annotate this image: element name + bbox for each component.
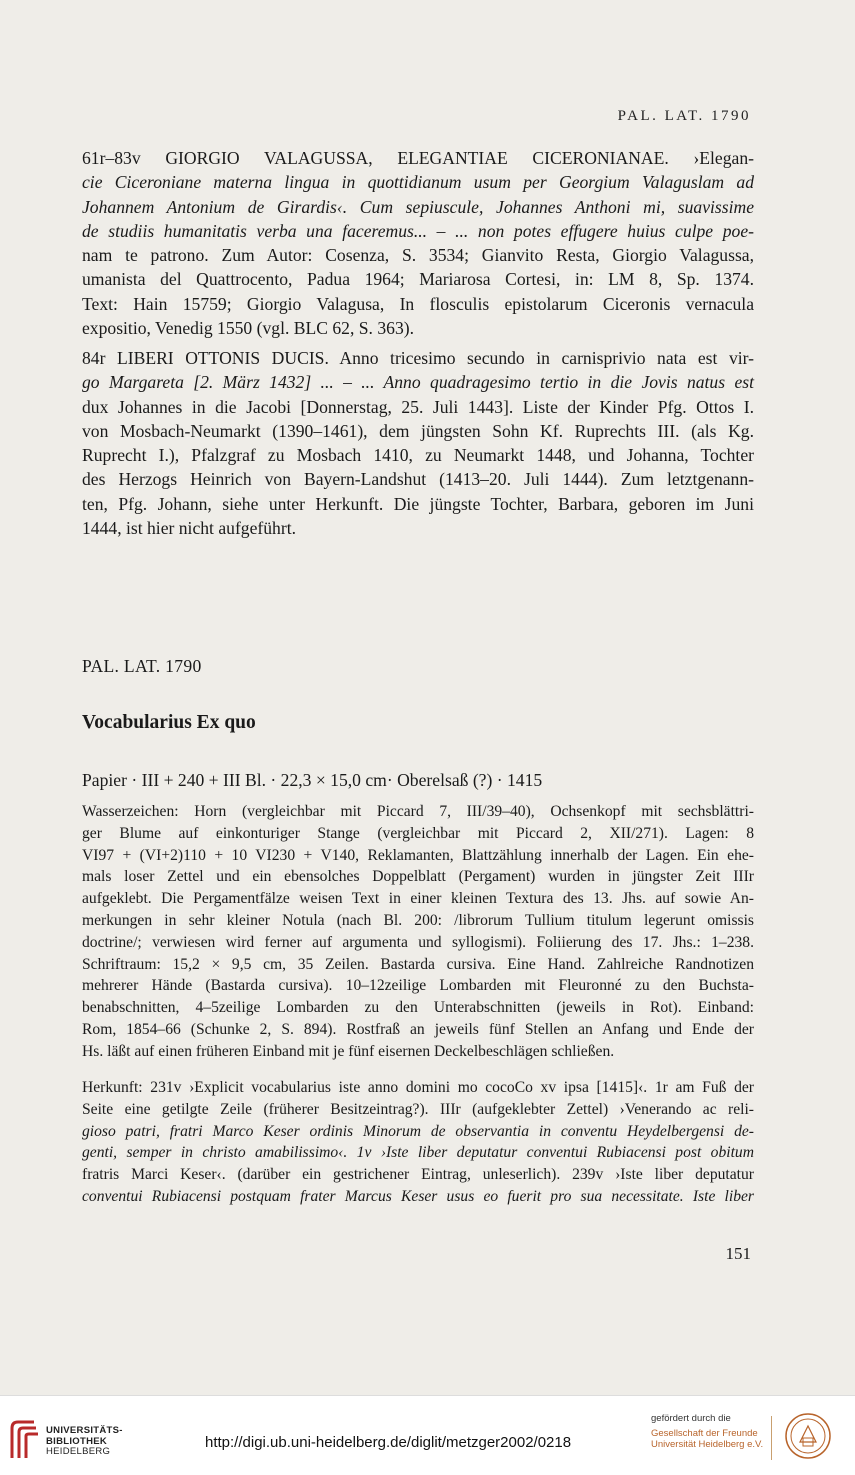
description-line: mals loser Zettel und ein ebensolches Doppelblatt (Pergament) wurden in jüngster Zeit IIIr xyxy=(82,868,754,886)
university-seal-icon xyxy=(784,1412,832,1460)
entry2-line: 84r LIBERI OTTONIS DUCIS. Anno tricesimo secundo in carnisprivio nata est vir- xyxy=(82,348,754,368)
footer-divider xyxy=(771,1416,772,1460)
shelfmark-heading: PAL. LAT. 1790 xyxy=(82,656,202,676)
provenance-line: gioso patri, fratri Marco Keser ordinis Minorum de observantia in conventu Heydelbergensi de- xyxy=(82,1122,754,1140)
provenance-line: genti, semper in christo amabilissimo‹. 1v ›Iste liber deputatur conventui Rubiacensi post obitum xyxy=(82,1144,754,1162)
entry1-line: expositio, Venedig 1550 (vgl. BLC 62, S. 363). xyxy=(82,318,414,339)
society-name: Gesellschaft der Freunde Universität Heidelberg e.V. xyxy=(651,1428,764,1450)
entry1-line: Text: Hain 15759; Giorgio Valagusa, In flosculis epistolarum Ciceronis vernacula xyxy=(82,293,754,314)
description-line: doctrine/; verwiesen wird ferner auf argumenta und syllogismi). Foliierung des 17. Jhs.: 1–238. xyxy=(82,933,754,951)
permalink-url[interactable]: http://digi.ub.uni-heidelberg.de/diglit/metzger2002/0218 xyxy=(205,1434,572,1451)
entry2-line: dux Johannes in die Jacobi [Donnerstag, 25. Juli 1443]. Liste der Kinder Pfg. Ottos I. xyxy=(82,396,754,417)
entry2-line: von Mosbach-Neumarkt (1390–1461), dem jüngsten Sohn Kf. Ruprechts III. (als Kg. xyxy=(82,420,754,441)
description-line: Hs. läßt auf einen früheren Einband mit je fünf eisernen Deckelbeschlägen schließen. xyxy=(82,1042,615,1060)
entry1-line: nam te patrono. Zum Autor: Cosenza, S. 3534; Gianvito Resta, Giorgio Valagussa, xyxy=(82,245,754,266)
entry1-line: cie Ciceroniane materna lingua in quottidianum usum per Georgium Valaguslam ad xyxy=(82,172,754,193)
provenance xyxy=(82,1077,754,1208)
provenance-line: Herkunft: 231v ›Explicit vocabularius iste anno domini mo cocoCo xv ipsa [1415]‹. 1r am Fuß der xyxy=(82,1079,754,1096)
provenance-line: Seite eine getilgte Zeile (früherer Besitzeintrag?). IIIr (aufgeklebter Zettel) ›Venerando ac reli- xyxy=(82,1100,754,1118)
description-line: mehrerer Hände (Bastarda cursiva). 10–12zeilige Lombarden mit Fleuronné zu den Buchsta- xyxy=(82,977,754,995)
entry2-line: des Herzogs Heinrich von Bayern-Landshut (1413–20. Juli 1444). Zum letztgenann- xyxy=(82,469,754,490)
viewer-footer xyxy=(0,1395,855,1475)
codicological-description xyxy=(82,801,754,1063)
description-line: ger Blume auf einkonturiger Stange (vergleichbar mit Piccard 2, XII/271). Lagen: 8 xyxy=(82,824,754,842)
section-title: Vocabularius Ex quo xyxy=(82,712,256,733)
description-line: Schriftraum: 15,2 × 9,5 cm, 35 Zeilen. Bastarda cursiva. Eine Hand. Zahlreiche Randnotizen xyxy=(82,955,754,973)
entry2-line: go Margareta [2. März 1432] ... – ... Anno quadragesimo tertio in die Jovis natus est xyxy=(82,372,754,393)
entry2-line: 1444, ist hier nicht aufgeführt. xyxy=(82,518,297,539)
provenance-line: conventui Rubiacensi postquam frater Marcus Keser usus eo fuerit pro sua necessitate. Iste liber xyxy=(82,1187,754,1205)
entry-liberi-ottonis xyxy=(82,346,754,540)
description-line: merkungen in sehr kleiner Notula (nach Bl. 200: /librorum Tullium titulum legerunt omissis xyxy=(82,911,754,929)
description-line: Wasserzeichen: Horn (vergleichbar mit Piccard 7, III/39–40), Ochsenkopf mit sechsblättri- xyxy=(82,803,754,820)
entry2-line: ten, Pfg. Johann, siehe unter Herkunft. Die jüngste Tochter, Barbara, geboren im Juni xyxy=(82,493,754,514)
description-line: Rom, 1854–66 (Schunke 2, S. 894). Rostfraß an jeweils fünf Stellen an Anfang und Ende der xyxy=(82,1020,754,1038)
entry1-line: Johannem Antonium de Girardis‹. Cum sepiuscule, Johannes Anthoni mi, suavissime xyxy=(82,196,754,217)
entry1-line: umanista del Quattrocento, Padua 1964; Mariarosa Cortesi, in: LM 8, Sp. 1374. xyxy=(82,269,754,290)
description-line: aufgeklebt. Die Pergamentfälze weisen Text in einer kleinen Textura des 13. Jhs. auf sowie An- xyxy=(82,890,754,908)
description-line: VI97 + (VI+2)110 + 10 VI230 + V140, Reklamanten, Blattzählung innerhalb der Lagen. Ein ehe- xyxy=(82,846,754,864)
entry2-line: Ruprecht I.), Pfalzgraf zu Mosbach 1410, zu Neumarkt 1448, und Johanna, Tochter xyxy=(82,445,754,466)
library-name: UNIVERSITÄTS- BIBLIOTHEK HEIDELBERG xyxy=(46,1425,123,1457)
provenance-line: fratris Marci Keser‹. (darüber ein gestrichener Eintrag, unleserlich). 239v ›Iste liber deputatur xyxy=(82,1166,754,1184)
library-logo-icon xyxy=(8,1418,42,1460)
physical-line: Papier · III + 240 + III Bl. · 22,3 × 15,0 cm· Oberelsaß (?) · 1415 xyxy=(82,770,543,790)
physical-description xyxy=(82,768,754,792)
running-header: PAL. LAT. 1790 xyxy=(617,108,751,124)
entry1-line: de studiis humanitatis verba una faceremus... – ... non potes effugere huius culpe poe- xyxy=(82,220,754,241)
description-line: benabschnitten, 4–5zeilige Lombarden zu den Unterabschnitten (jeweils in Rot). Einband: xyxy=(82,999,754,1017)
entry-valagussa xyxy=(82,146,754,340)
page-number: 151 xyxy=(725,1244,751,1263)
entry1-line: 61r–83v GIORGIO VALAGUSSA, ELEGANTIAE CICERONIANAE. ›Elegan- xyxy=(82,148,754,168)
funded-by-label: gefördert durch die xyxy=(651,1413,731,1424)
